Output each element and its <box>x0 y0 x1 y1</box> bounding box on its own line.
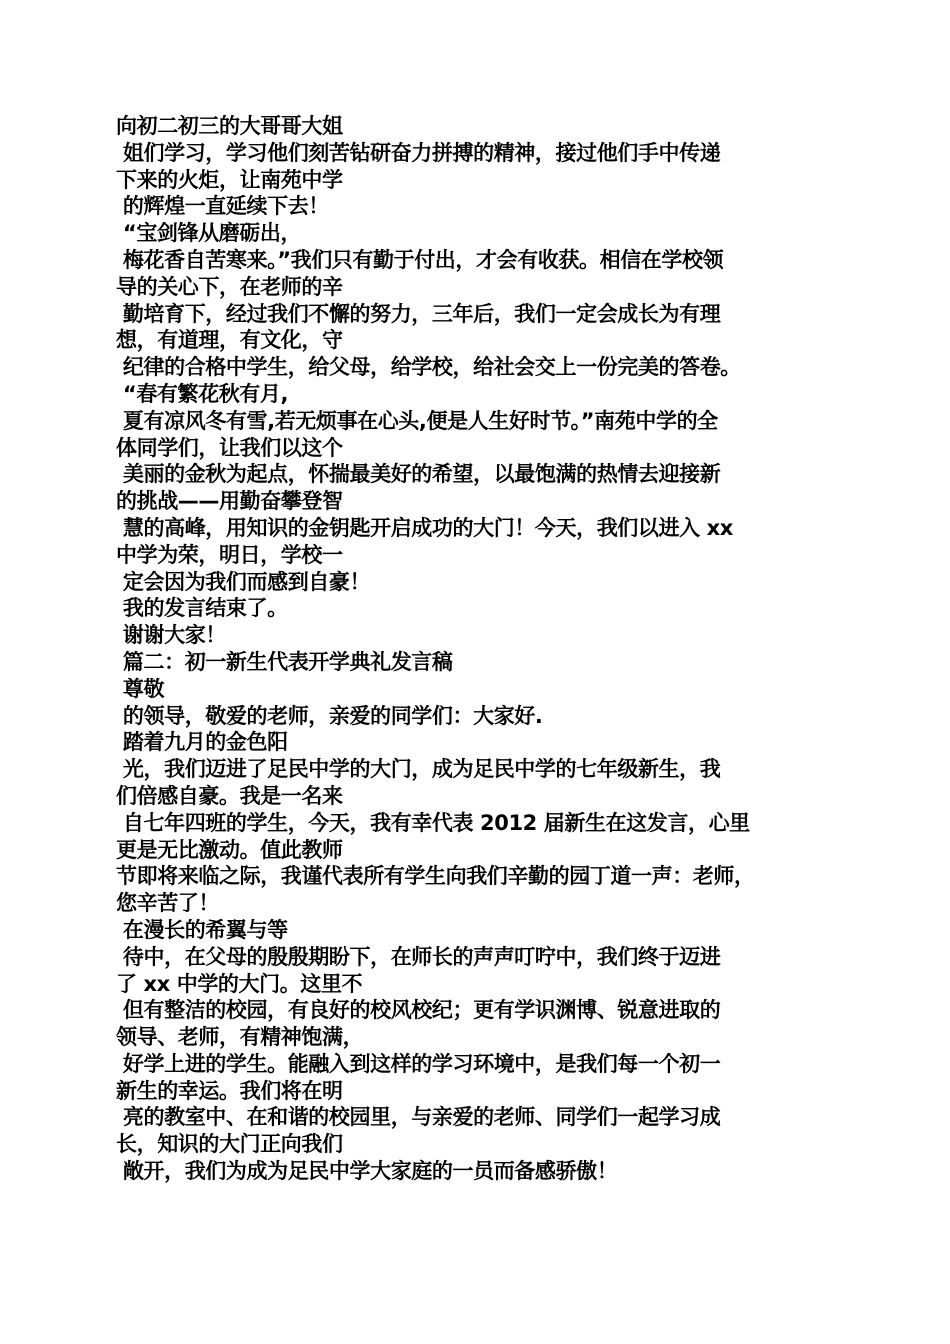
text-line: 纪律的合格中学生，给父母，给学校，给社会交上一份完美的答卷。 <box>116 355 741 380</box>
text-line: 我的发言结束了。 <box>116 596 288 621</box>
text-line: 好学上进的学生。能融入到这样的学习环境中，是我们每一个初一 <box>116 1051 721 1076</box>
text-line: 向初二初三的大哥哥大姐 <box>116 114 343 138</box>
text-line: 导的关心下，在老师的辛 <box>116 274 343 299</box>
text-line: 了 xx 中学的大门。这里不 <box>116 971 363 996</box>
text-line: 新生的幸运。我们将在明 <box>116 1078 343 1103</box>
text-line: 光，我们迈进了足民中学的大门，成为足民中学的七年级新生，我 <box>116 757 721 782</box>
text-line: 的挑战——用勤奋攀登智 <box>116 489 343 514</box>
text-line: 在漫长的希翼与等 <box>116 917 288 942</box>
text-line: 美丽的金秋为起点，怀揣最美好的希望，以最饱满的热情去迎接新 <box>116 462 721 487</box>
text-line: 踏着九月的金色阳 <box>116 730 288 755</box>
text-line: 梅花香自苦寒来。”我们只有勤于付出，才会有收获。相信在学校领 <box>116 247 724 272</box>
text-line: 夏有凉风冬有雪,若无烦事在心头,便是人生好时节。”南苑中学的全 <box>116 408 718 433</box>
text-line: 尊敬 <box>116 676 165 701</box>
text-line: 下来的火炬，让南苑中学 <box>116 167 343 192</box>
text-line: 敞开，我们为成为足民中学大家庭的一员而备感骄傲！ <box>116 1159 618 1184</box>
text-line: 长，知识的大门正向我们 <box>116 1132 343 1157</box>
text-line: 领导、老师，有精神饱满， <box>116 1025 364 1050</box>
text-line: 节即将来临之际，我谨代表所有学生向我们辛勤的园丁道一声：老师， <box>116 864 755 889</box>
text-line: 的领导，敬爱的老师，亲爱的同学们：大家好. <box>116 703 543 728</box>
text-line: 但有整洁的校园，有良好的校风校纪；更有学识渊博、锐意进取的 <box>116 998 721 1023</box>
text-line: 定会因为我们而感到自豪！ <box>116 569 371 594</box>
text-line: 中学为荣，明日，学校一 <box>116 542 343 567</box>
text-line: 慧的高峰，用知识的金钥匙开启成功的大门！今天，我们以进入 xx <box>116 515 733 540</box>
text-line: “春有繁花秋有月, <box>116 381 289 406</box>
text-line: 的辉煌一直延续下去！ <box>116 194 329 219</box>
text-line: 想，有道理，有文化，守 <box>116 328 343 353</box>
section-heading: 篇二：初一新生代表开学典礼发言稿 <box>116 649 453 674</box>
text-line: 谢谢大家！ <box>116 623 226 648</box>
document-body <box>116 113 856 1185</box>
text-line: “宝剑锋从磨砺出， <box>116 221 302 246</box>
text-line: 您辛苦了！ <box>116 891 219 916</box>
text-line: 姐们学习，学习他们刻苦钻研奋力拼搏的精神，接过他们手中传递 <box>116 140 721 165</box>
text-line: 们倍感自豪。我是一名来 <box>116 783 343 808</box>
text-line: 体同学们，让我们以这个 <box>116 435 343 460</box>
text-line: 勤培育下，经过我们不懈的努力，三年后，我们一定会成长为有理 <box>116 301 721 326</box>
text-line: 更是无比激动。值此教师 <box>116 837 343 862</box>
text-line: 亮的教室中、在和谐的校园里，与亲爱的老师、同学们一起学习成 <box>116 1105 721 1130</box>
text-line: 自七年四班的学生，今天，我有幸代表 2012 届新生在这发言，心里 <box>116 810 750 835</box>
text-line: 待中，在父母的殷殷期盼下，在师长的声声叮咛中，我们终于迈进 <box>116 944 721 969</box>
